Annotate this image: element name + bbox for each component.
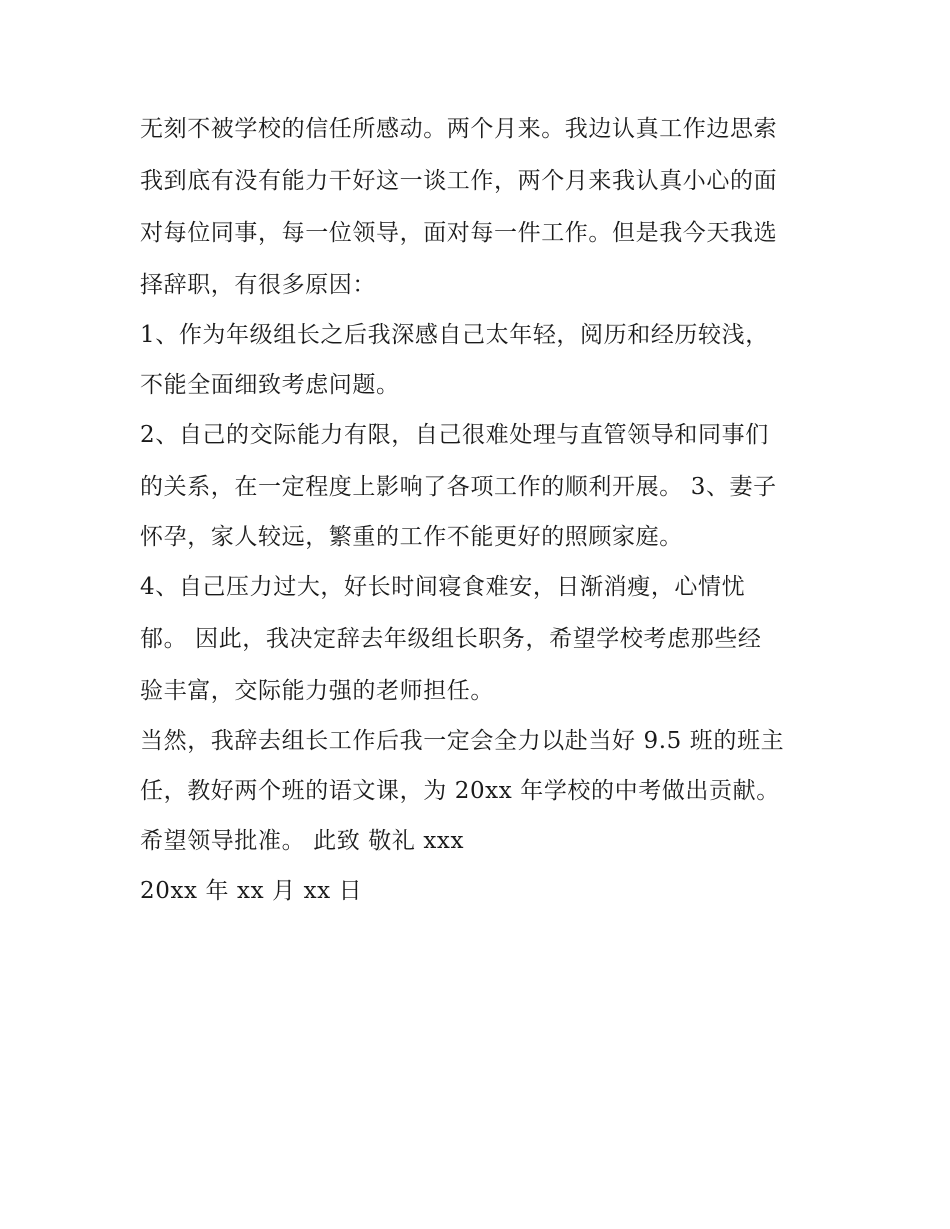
text-line-1: 无刻不被学校的信任所感动。两个月来。我边认真工作边思索 (140, 116, 778, 142)
text-line-15: 希望领导批准。 此致 敬礼 xxx (140, 828, 465, 854)
text-line-11: 郁。 因此，我决定辞去年级组长职务，希望学校考虑那些经 (140, 626, 762, 652)
text-line-9: 怀孕，家人较远，繁重的工作不能更好的照顾家庭。 (140, 524, 683, 550)
text-line-2: 我到底有没有能力干好这一谈工作，两个月来我认真小心的面 (140, 168, 778, 194)
text-line-10: 4、自己压力过大，好长时间寝食难安，日渐消瘦，心情忧 (140, 574, 746, 600)
text-line-3: 对每位同事，每一位领导，面对每一件工作。但是我今天我选 (140, 220, 778, 246)
text-line-5: 1、作为年级组长之后我深感自己太年轻，阅历和经历较浅， (140, 322, 769, 348)
text-line-12: 验丰富，交际能力强的老师担任。 (140, 678, 494, 704)
date-line: 20xx 年 xx 月 xx 日 (140, 878, 363, 904)
text-line-4: 择辞职，有很多原因： (140, 272, 376, 298)
text-line-14: 任，教好两个班的语文课，为 20xx 年学校的中考做出贡献。 (140, 778, 780, 804)
text-line-8: 的关系，在一定程度上影响了各项工作的顺利开展。 3、妻子 (140, 474, 777, 500)
text-line-13: 当然，我辞去组长工作后我一定会全力以赴当好 9.5 班的班主 (140, 728, 785, 754)
text-line-7: 2、自己的交际能力有限，自己很难处理与直管领导和同事们 (140, 422, 769, 448)
text-line-6: 不能全面细致考虑问题。 (140, 372, 400, 398)
